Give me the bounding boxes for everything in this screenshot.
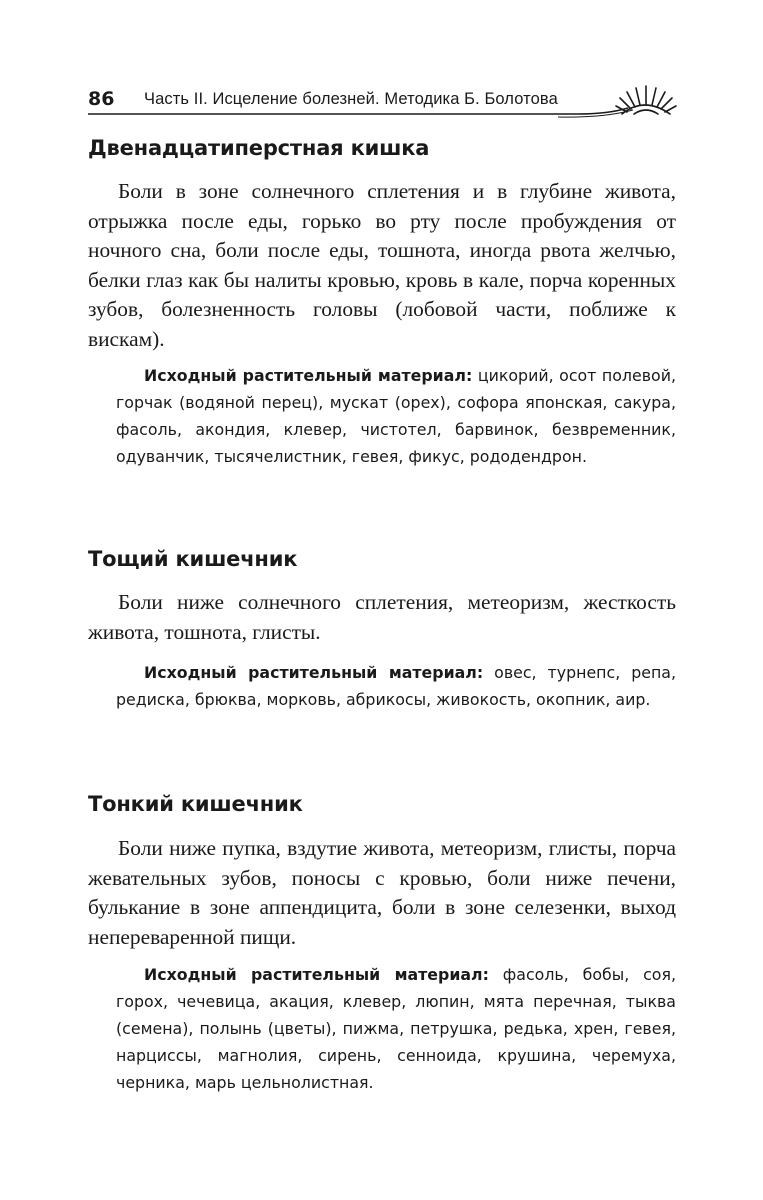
- section-title-small-intestine: Тонкий кишечник: [88, 792, 303, 816]
- herbs-list: цикорий, осот полевой, горчак (водяной перец), мускат (орех), софора японская, сакура, фасоль, акондия, клевер, чистотел, барвинок, безвременник, одуванчик, тысячелистник, гевея, фикус, рододендрон.: [116, 366, 676, 466]
- symptoms-duodenum: Боли в зоне солнечного сплетения и в глубине живота, отрыжка после еды, горько во рту после пробуждения от ночного сна, боли после еды, тошнота, иногда рвота желчью, белки глаз как бы налиты кровью, кровь в кале, порча коренных зубов, болезненность головы (лобовой части, поближе к вискам).: [88, 179, 676, 351]
- herbs-label: Исходный растительный материал:: [144, 663, 484, 682]
- page-header: [88, 84, 688, 124]
- symptoms-jejunum: Боли ниже солнечного сплетения, метеоризм, жесткость живота, тошнота, глисты.: [88, 590, 676, 644]
- herbs-duodenum: [116, 362, 676, 470]
- section-title-jejunum: Тощий кишечник: [88, 547, 298, 571]
- sun-ornament-icon: [614, 84, 678, 120]
- herbs-label: Исходный растительный материал:: [144, 366, 473, 385]
- page-number: 86: [88, 88, 115, 110]
- herbs-list: овес, турнепс, репа, редиска, брюква, морковь, абрикосы, живокость, окопник, аир.: [116, 663, 676, 709]
- herbs-list: фасоль, бобы, соя, горох, чечевица, акация, клевер, люпин, мята перечная, тыква (семена), полынь (цветы), пижма, петрушка, редька, хрен, гевея, нарциссы, магнолия, сирень, сенноида, крушина, черемуха, черника, марь цельнолистная.: [116, 965, 676, 1092]
- section-title-duodenum: Двенадцатиперстная кишка: [88, 136, 430, 160]
- herbs-small-intestine: [116, 961, 676, 1096]
- herbs-label: Исходный растительный материал:: [144, 965, 489, 984]
- header-rule: [88, 84, 688, 124]
- herbs-jejunum: [116, 659, 676, 713]
- symptoms-small-intestine: Боли ниже пупка, вздутие живота, метеоризм, глисты, порча жевательных зубов, поносы с кровью, боли ниже печени, булькание в зоне аппендицита, боли в зоне селезенки, выход непереваренной пищи.: [88, 836, 676, 949]
- running-title: Часть II. Исцеление болезней. Методика Б. Болотова: [144, 90, 558, 108]
